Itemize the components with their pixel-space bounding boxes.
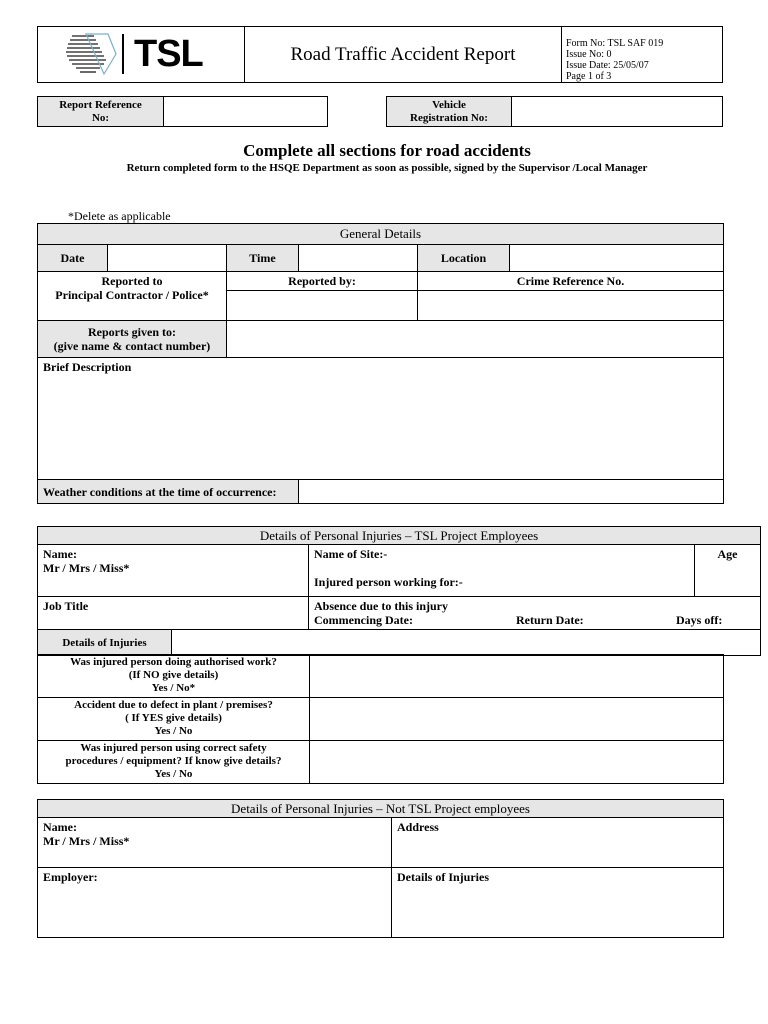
other-injuries-table <box>37 799 724 938</box>
absence-field[interactable] <box>309 597 761 630</box>
form-number: Form No: TSL SAF 019 <box>566 38 664 49</box>
report-reference-field[interactable] <box>163 96 328 127</box>
brief-description-label: Brief Description <box>43 360 132 374</box>
date-field[interactable] <box>108 245 227 272</box>
brief-description-field[interactable] <box>38 358 724 480</box>
reported-by-field[interactable] <box>227 291 418 321</box>
location-field[interactable] <box>510 245 724 272</box>
reports-given-label: Reports given to: (give name & contact number) <box>38 321 227 358</box>
vehicle-registration-label: Vehicle Registration No: <box>386 96 512 127</box>
authorised-work-answer[interactable] <box>310 655 724 698</box>
date-label: Date <box>38 245 108 272</box>
logo-text: TSL <box>134 33 203 75</box>
issue-number: Issue No: 0 <box>566 49 612 60</box>
vehicle-registration-field[interactable] <box>511 96 723 127</box>
general-details-title: General Details <box>38 224 724 245</box>
tsl-questions-table <box>37 654 724 784</box>
injury-details-label: Details of Injuries <box>38 630 172 656</box>
page-number: Page 1 of 3 <box>566 71 612 82</box>
general-details-table <box>37 223 724 504</box>
time-field[interactable] <box>299 245 418 272</box>
report-reference-label: Report Reference No: <box>37 96 164 127</box>
return-date-label: Return Date: <box>516 613 584 627</box>
other-name-field[interactable]: Name: Mr / Mrs / Miss* <box>38 818 392 868</box>
title-divider <box>561 26 562 83</box>
tsl-name-field[interactable]: Name: Mr / Mrs / Miss* <box>38 545 309 597</box>
defect-answer[interactable] <box>310 698 724 741</box>
injury-details-field[interactable] <box>172 630 761 656</box>
tsl-injuries-table <box>37 526 761 656</box>
commencing-label: Commencing Date: <box>314 613 413 627</box>
address-field[interactable]: Address <box>392 818 724 868</box>
location-label: Location <box>418 245 510 272</box>
weather-label: Weather conditions at the time of occurrence: <box>38 480 299 504</box>
reported-to-label: Reported to Principal Contractor / Police* <box>38 272 227 321</box>
safety-procedures-answer[interactable] <box>310 741 724 784</box>
job-title-field[interactable]: Job Title <box>38 597 309 630</box>
time-label: Time <box>227 245 299 272</box>
safety-procedures-question: Was injured person using correct safety procedures / equipment? If know give details? Yes / No <box>38 741 310 784</box>
form-meta <box>566 38 722 82</box>
delete-note: *Delete as applicable <box>68 209 171 223</box>
tsl-injuries-title: Details of Personal Injuries – TSL Project Employees <box>38 527 761 545</box>
other-injury-details-field[interactable]: Details of Injuries <box>392 868 724 938</box>
absence-label: Absence due to this injury <box>314 599 449 613</box>
issue-date: Issue Date: 25/05/07 <box>566 60 649 71</box>
site-label: Name of Site:- <box>314 547 388 561</box>
tsl-logo <box>64 30 234 78</box>
crime-reference-label: Crime Reference No. <box>418 272 724 291</box>
working-for-label: Injured person working for:- <box>314 575 463 589</box>
intro-subheading: Return completed form to the HSQE Department as soon as possible, signed by the Supervisor /Local Manager <box>126 162 648 174</box>
age-field[interactable]: Age <box>695 545 761 597</box>
intro-heading: Complete all sections for road accidents <box>243 141 531 160</box>
tsl-logo-mark-icon <box>64 30 124 78</box>
reported-by-label: Reported by: <box>227 272 418 291</box>
reports-given-field[interactable] <box>227 321 724 358</box>
weather-field[interactable] <box>299 480 724 504</box>
crime-reference-field[interactable] <box>418 291 724 321</box>
employer-field[interactable]: Employer: <box>38 868 392 938</box>
other-injuries-title: Details of Personal Injuries – Not TSL Project employees <box>38 800 724 818</box>
authorised-work-question: Was injured person doing authorised work? (If NO give details) Yes / No* <box>38 655 310 698</box>
days-off-label: Days off: <box>676 613 723 627</box>
defect-question: Accident due to defect in plant / premises? ( If YES give details) Yes / No <box>38 698 310 741</box>
form-title: Road Traffic Accident Report <box>290 43 516 65</box>
site-field[interactable] <box>309 545 695 597</box>
